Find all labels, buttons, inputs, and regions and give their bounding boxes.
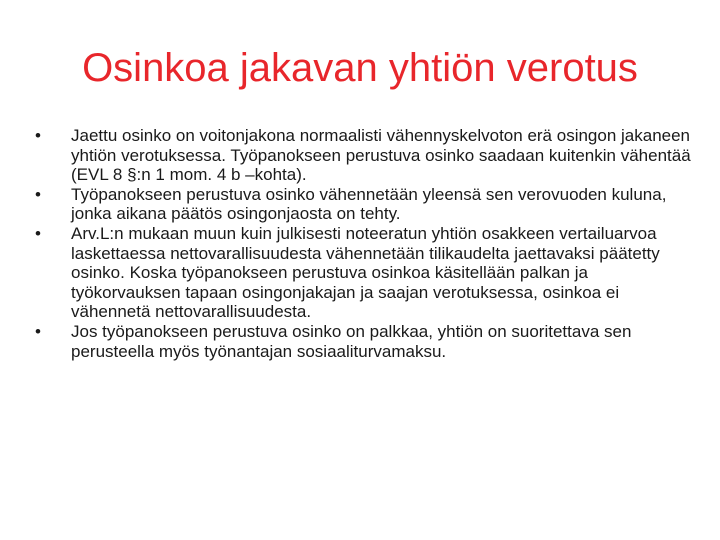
bullet-icon: • <box>35 184 41 204</box>
bullet-text: Jaettu osinko on voitonjakona normaalisti vähennyskelvoton erä osingon jakaneen yhtiön verotuksessa. Työpanokseen perustuva osinko saadaan kuitenkin vähentää (EVL 8 §:n 1 mom. 4 b –kohta). <box>71 126 691 185</box>
list-item <box>35 322 695 361</box>
bullet-text: Arv.L:n mukaan muun kuin julkisesti noteeratun yhtiön osakkeen vertailuarvoa laskettaessa nettovarallisuudesta vähennetään tilikaudelta jaettavaksi päätetty osinko. Koska työpanokseen perustuva osinkoa käsitellään palkan ja työkorvauksen tapaan osingonjakajan ja saajan verotuksessa, osinkoa ei vähennetä nettovarallisuudesta. <box>71 223 660 322</box>
list-item <box>35 224 695 322</box>
bullet-icon: • <box>35 223 41 243</box>
bullet-list <box>35 126 695 361</box>
list-item <box>35 185 695 224</box>
bullet-text: Työpanokseen perustuva osinko vähennetään yleensä sen verovuoden kuluna, jonka aikana päätös osingonjaosta on tehty. <box>71 184 667 224</box>
bullet-icon: • <box>35 126 41 145</box>
bullet-icon: • <box>35 321 41 341</box>
bullet-text: Jos työpanokseen perustuva osinko on palkkaa, yhtiön on suoritettava sen perusteella myös työnantajan sosiaaliturvamaksu. <box>71 321 632 361</box>
list-item <box>35 126 695 185</box>
slide-title: Osinkoa jakavan yhtiön verotus <box>82 46 638 90</box>
